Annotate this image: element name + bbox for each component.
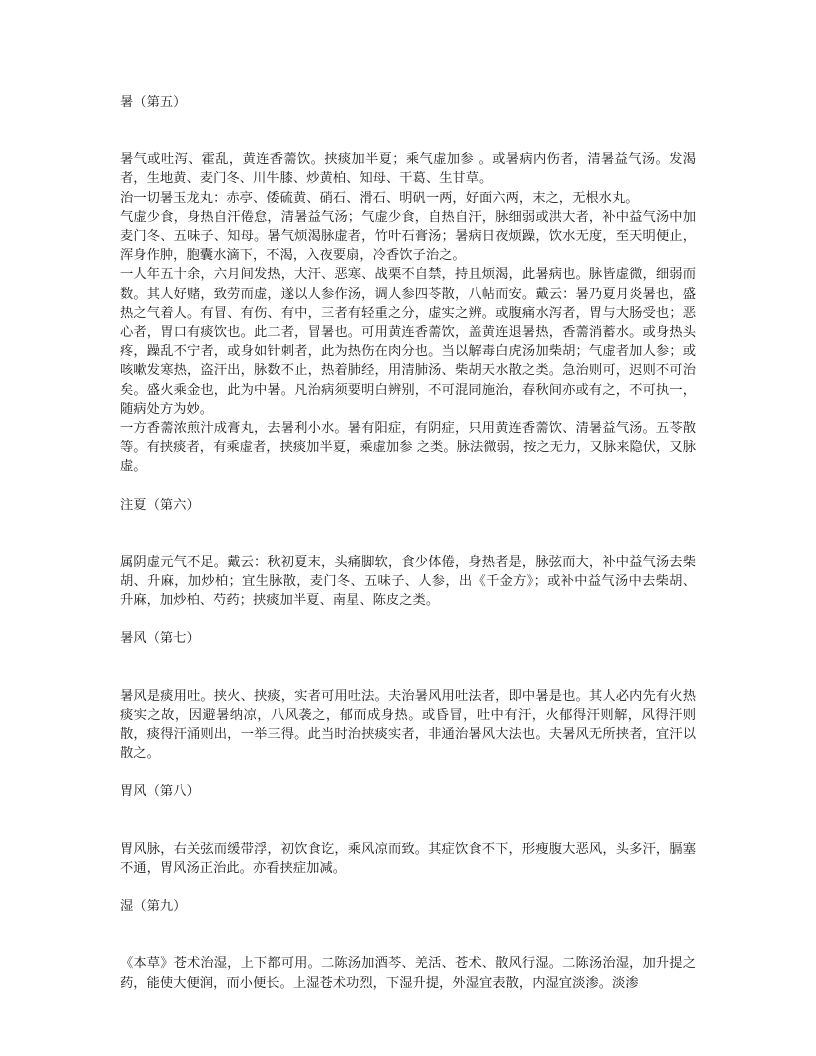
paragraph: 暑风是痰用吐。挟火、挟痰，实者可用吐法。夫治暑风用吐法者，即中暑是也。其人必内先有火热痰实之故，因避暑纳凉，八风袭之，郁而成身热。或昏冒，吐中有汗，火郁得汗则解，风得汗则散，痰得汗涌则出，一举三得。此当时治挟痰实者，非通治暑风大法也。夫暑风无所挟者，宜汗以散之。: [120, 688, 696, 762]
document-page: [120, 0, 696, 993]
paragraph: 暑气或吐泻、霍乱，黄连香薷饮。挟痰加半夏；乘气虚加参 。或暑病内伤者，清暑益气汤。发渴者，生地黄、麦门冬、川牛膝、炒黄柏、知母、干葛、生甘草。: [120, 152, 696, 187]
paragraph: 属阴虚元气不足。戴云：秋初夏末，头痛脚软，食少体倦，身热者是，脉弦而大，补中益气汤去柴胡、升麻，加炒柏；宜生脉散，麦门冬、五味子、人参，出《千金方》；或补中益气汤中去柴胡、升麻，加炒柏、芍药；挟痰加半夏、南星、陈皮之类。: [120, 554, 696, 609]
paragraph: 治一切暑玉龙丸：赤亭、倭硫黄、硝石、滑石、明矾一两，好面六两，末之，无根水丸。: [120, 190, 639, 206]
section-heading-shufeng: 暑风（第七）: [120, 631, 200, 647]
section-heading-shu: 暑（第五）: [120, 95, 187, 110]
paragraph: 气虚少食，身热自汗倦怠，清暑益气汤；气虚少食，自热自汗，脉细弱或洪大者，补中益气汤中加麦门冬、五味子、知母。暑气烦渴脉虚者，竹叶石膏汤；暑病日夜烦躁，饮水无度，至天明便止，浑身作肿，胞囊水滴下，不渴，入夜要扇，冷香饮子治之。: [120, 209, 696, 264]
paragraph: 《本草》苍术治湿，上下都可用。二陈汤加酒芩、羌活、苍术、散风行湿。二陈汤治湿，加升提之药，能使大便润，而小便长。上湿苍术功烈，下湿升提，外湿宜表散，内湿宜淡渗。淡渗: [120, 956, 696, 991]
paragraph: 一人年五十余，六月间发热，大汗、恶寒、战栗不自禁，持且烦渴，此暑病也。脉皆虚微，细弱而数。其人好赌，致劳而虚，遂以人参作汤，调人参四苓散，八帖而安。戴云：暑乃夏月炎暑也，盛热之气着人。有冒、有伤、有中，三者有轻重之分，虚实之辨。或腹痛水泻者，胃与大肠受也；恶心者，胃口有痰饮也。此二者，冒暑也。可用黄连香薷饮，盖黄连退暑热，香薷消蓄水。或身热头疼，躁乱不宁者，或身如针刺者，此为热伤在肉分也。当以解毒白虎汤加柴胡；气虚者加人参；或咳嗽发寒热，盗汗出，脉数不止，热着肺经，用清肺汤、柴胡天水散之类。急治则可，迟则不可治矣。盛火乘金也，此为中暑。凡治病须要明白辨别，不可混同施治，春秋间亦或有之，不可执一，随病处方为妙。: [120, 267, 696, 417]
section-heading-shi: 湿（第九）: [120, 899, 187, 915]
section-heading-weifeng: 胃风（第八）: [120, 784, 200, 800]
paragraph: 胃风脉，右关弦而缓带浮，初饮食讫，乘风凉而致。其症饮食不下，形瘦腹大恶风，头多汗，膈塞不通，胃风汤正治此。亦看挟症加减。: [120, 841, 696, 876]
paragraph: 一方香薷浓煎汁成膏丸，去暑利小水。暑有阳症，有阴症，只用黄连香薷饮、清暑益气汤。五苓散等。有挟痰者，有乘虚者，挟痰加半夏，乘虚加参 之类。脉法微弱，按之无力，又脉来隐伏，又脉虚。: [120, 421, 696, 475]
section-heading-zhuxia: 注夏（第六）: [120, 497, 200, 513]
